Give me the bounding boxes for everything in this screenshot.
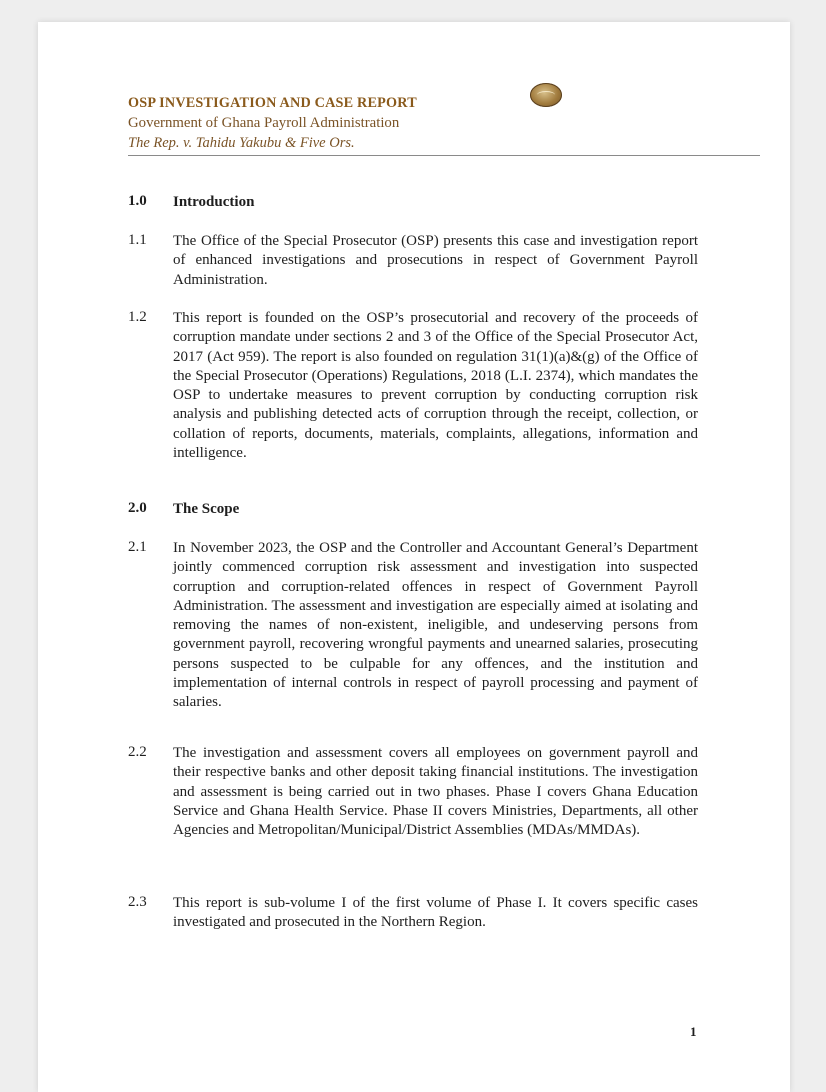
paragraph-text: The Office of the Special Prosecutor (OSP) presents this case and investigation report of enhanced investigations and prosecutions in respect of Government Payroll Administration. bbox=[173, 233, 698, 288]
paragraph-number: 2.2 bbox=[128, 744, 147, 760]
document-page bbox=[38, 22, 790, 1092]
paragraph bbox=[128, 232, 720, 290]
paragraph bbox=[128, 539, 720, 713]
paragraph-text: This report is sub-volume I of the first volume of Phase I. It covers specific cases investigated and prosecuted in the Northern Region. bbox=[173, 895, 698, 931]
paragraph-number: 1.1 bbox=[128, 232, 147, 248]
report-title: OSP INVESTIGATION AND CASE REPORT bbox=[128, 95, 417, 111]
header-divider bbox=[128, 155, 760, 156]
section-number: 2.0 bbox=[128, 500, 147, 516]
section-number: 1.0 bbox=[128, 193, 147, 209]
paragraph-number: 2.3 bbox=[128, 894, 147, 910]
paragraph bbox=[128, 309, 720, 463]
paragraph-text: In November 2023, the OSP and the Controller and Accountant General’s Department jointly commenced corruption risk assessment and investigation into suspected corruption and corruption-related offences in respect of Government Payroll Administration. The assessment and investigation are especially aimed at isolating and removing the names of non-existent, ineligible, and undeserving persons from government payroll, recovering wrongful payments and unearned salaries, prosecuting persons suspected to be culpable for any offences, and the institution and implementation of internal controls in respect of payroll processing and payment of salaries. bbox=[173, 540, 698, 711]
page-number: 1 bbox=[690, 1024, 697, 1039]
report-header bbox=[128, 94, 760, 153]
section-title: The Scope bbox=[173, 501, 240, 517]
osp-seal-logo bbox=[530, 83, 562, 107]
paragraph-text: This report is founded on the OSP’s prosecutorial and recovery of the proceeds of corruption mandate under sections 2 and 3 of the Office of the Special Prosecutor Act, 2017 (Act 959). The report is also founded on regulation 31(1)(a)&(g) of the Office of the Special Prosecutor (Operations) Regulations, 2018 (L.I. 2374), which mandates the OSP to undertake measures to prevent corruption by conducting corruption risk analysis and publishing detected acts of corruption through the receipt, collection, or collation of reports, documents, materials, complaints, allegations, information and intelligence. bbox=[173, 310, 698, 462]
report-subtitle: Government of Ghana Payroll Administration bbox=[128, 115, 400, 131]
case-name: The Rep. v. Tahidu Yakubu & Five Ors. bbox=[128, 135, 355, 151]
paragraph bbox=[128, 744, 720, 840]
paragraph bbox=[128, 894, 720, 933]
section-title: Introduction bbox=[173, 194, 255, 210]
paragraph-number: 1.2 bbox=[128, 309, 147, 325]
paragraph-text: The investigation and assessment covers all employees on government payroll and their respective banks and other deposit taking financial institutions. The investigation and assessment is being carried out in two phases. Phase I covers Ghana Education Service and Ghana Health Service. Phase II covers Ministries, Departments, all other Agencies and Metropolitan/Municipal/District Assemblies (MDAs/MMDAs). bbox=[173, 745, 698, 839]
section-heading bbox=[128, 500, 720, 519]
section-heading bbox=[128, 193, 720, 212]
paragraph-number: 2.1 bbox=[128, 539, 147, 555]
